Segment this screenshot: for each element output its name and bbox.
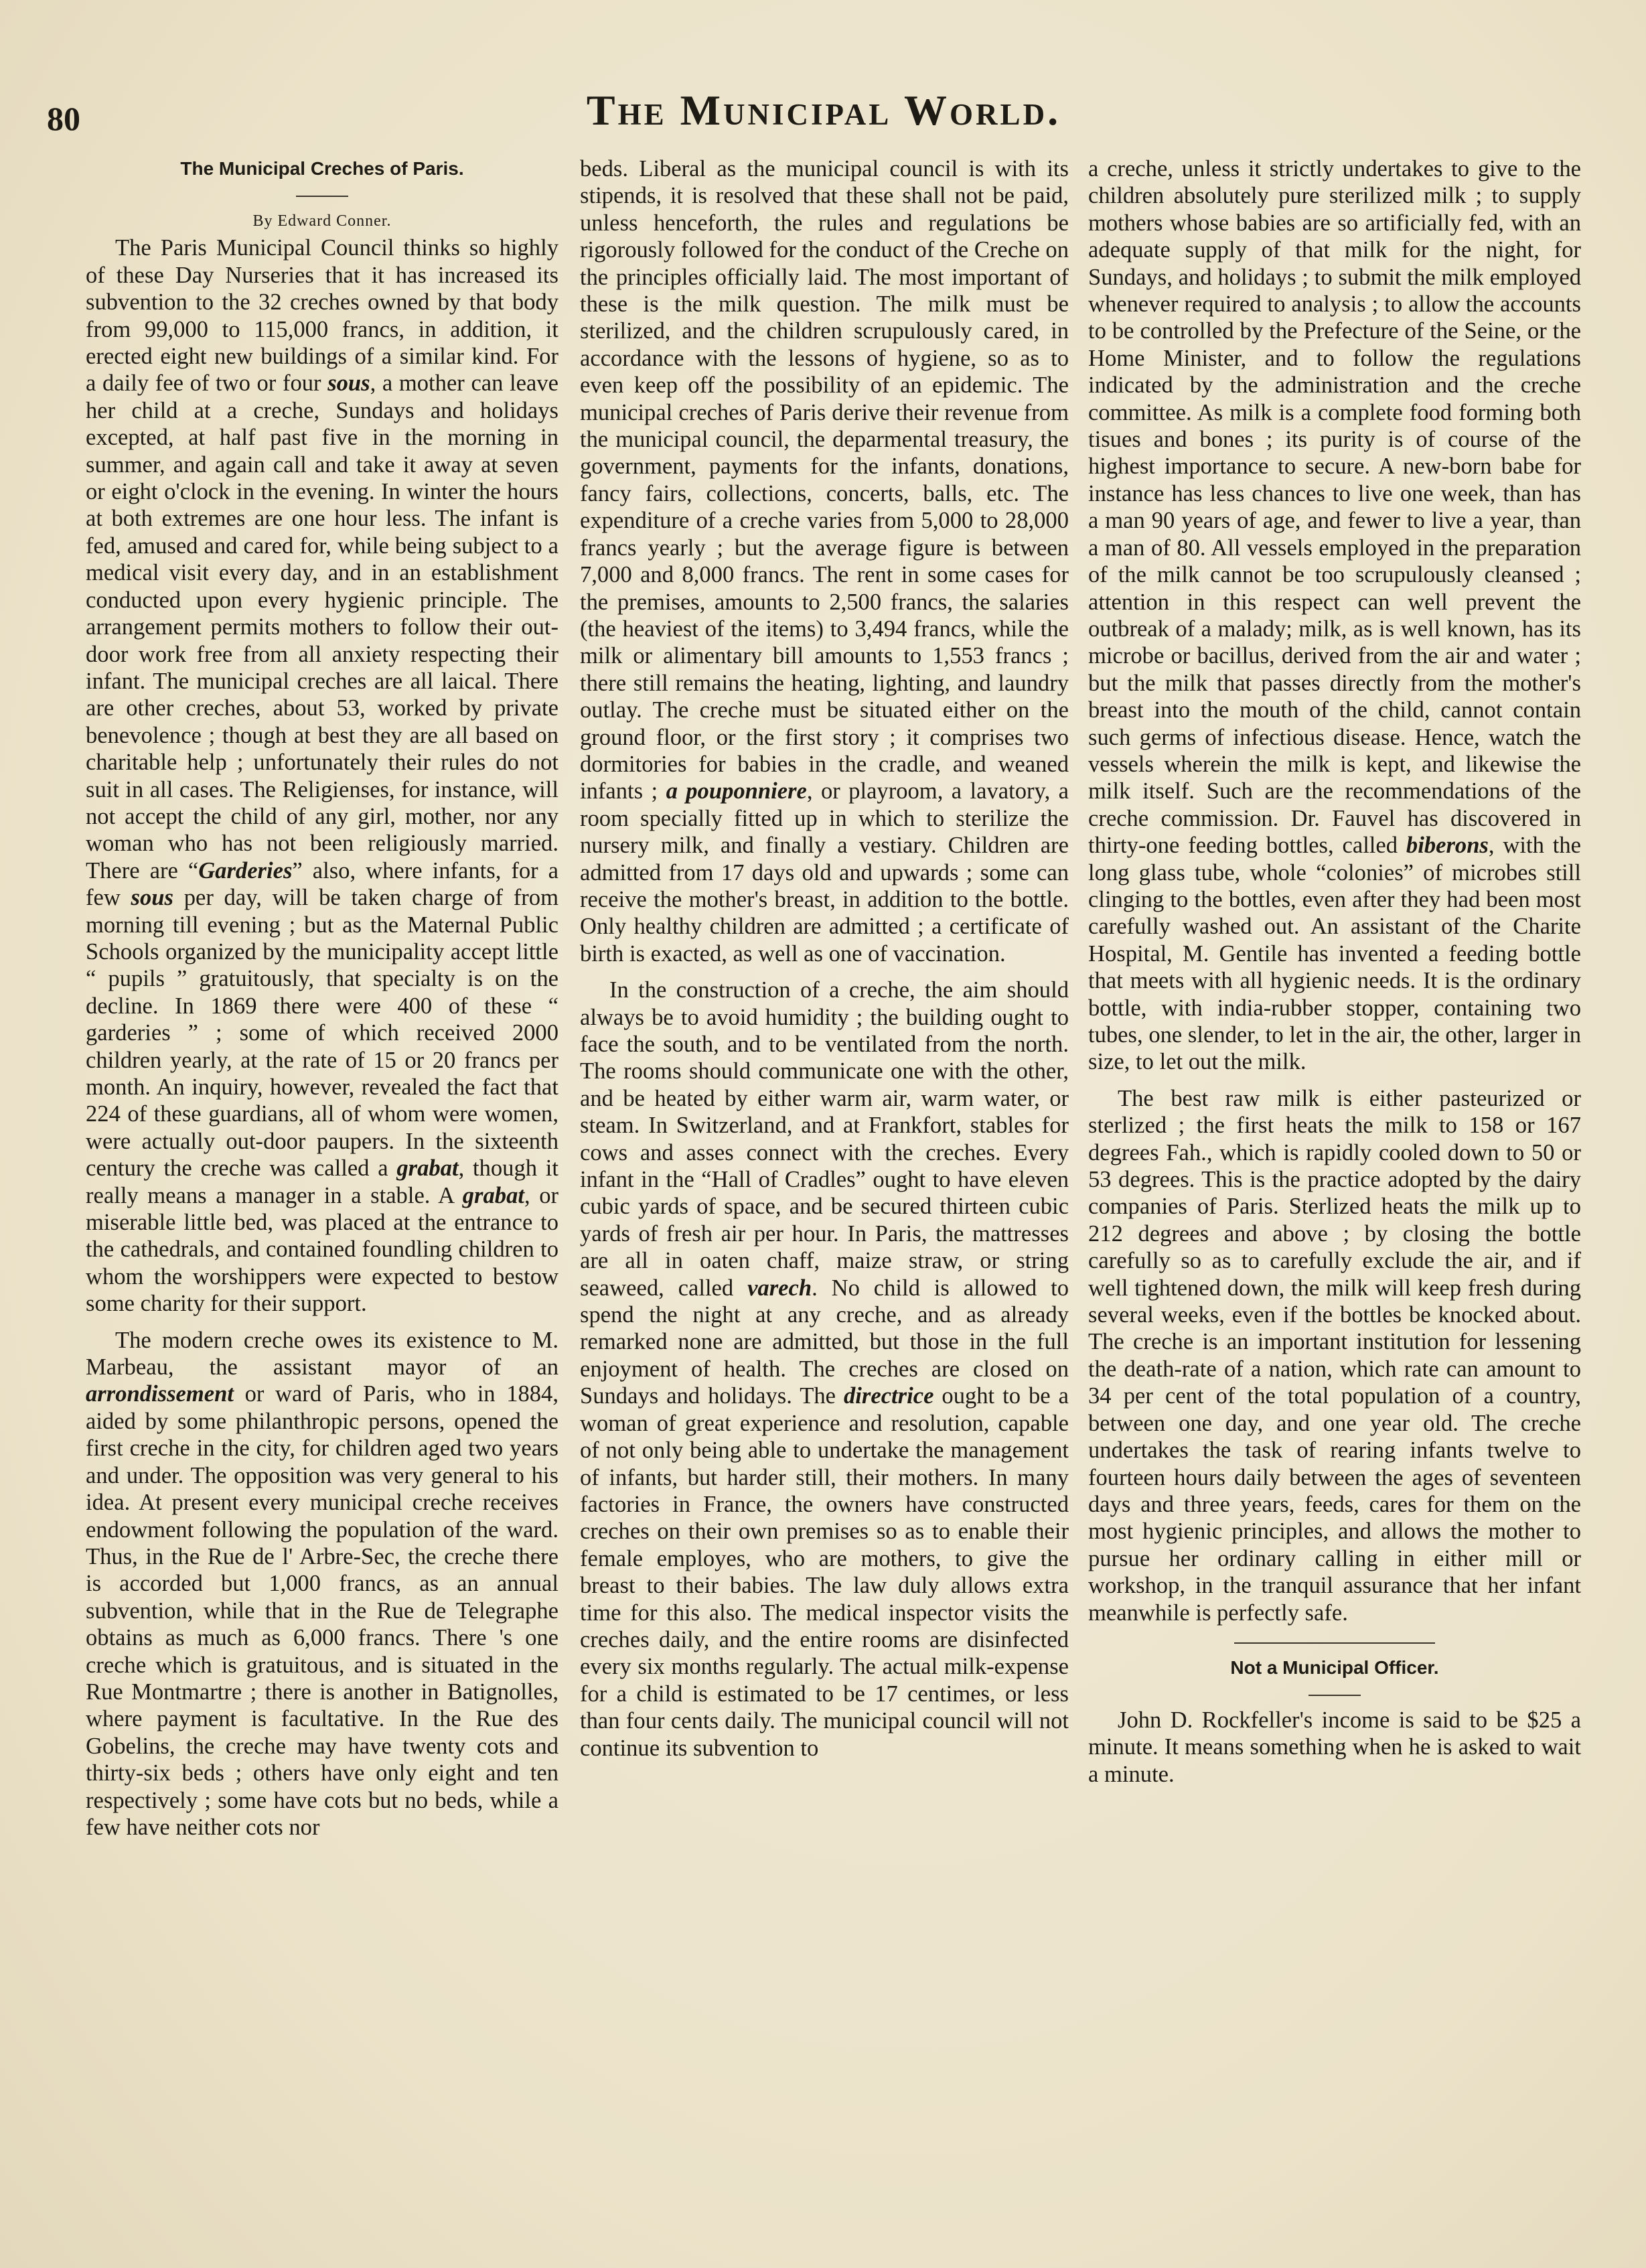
title-divider <box>1308 1695 1361 1696</box>
italic-term: a pouponniere <box>666 778 807 804</box>
italic-term: sous <box>131 885 173 911</box>
column-1 <box>86 155 558 1841</box>
column-2 <box>580 155 1069 1762</box>
italic-term: sous <box>327 370 370 397</box>
article-paragraph-continued: beds. Liberal as the municipal council is with its stipends, it is resolved that these shall not be paid, unless henceforth, the rules and regulations be rigorously followed for the conduct of the Creche on the principles officially laid. The most important of these is the milk question. The milk must be sterilized, and the children scrupulously cared, in accordance with the lessons of hygiene, so as to even keep off the possibility of an epidemic. The municipal creches of Paris derive their revenue from the municipal council, the deparmental treasury, the government, payments for the infants, donations, fancy fairs, collections, concerts, balls, etc. The expenditure of a creche varies from 5,000 to 28,000 francs yearly ; but the average figure is between 7,000 and 8,000 francs. The rent in some cases for the premises, amounts to 2,500 francs, the salaries (the heaviest of the items) to 3,494 francs, while the milk or alimentary bill amounts to 1,553 francs ; there still remains the heating, lighting, and laundry outlay. The creche must be situated either on the ground floor, or the first story ; it comprises two dormitories for babies in the cradle, and weaned infants ; a pouponniere, or playroom, a lavatory, a room specially fitted up in which to sterilize the nursery milk, and finally a vestiary. Children are admitted from 17 days old and upwards ; some can receive the mother's breast, in addition to the bottle. Only healthy children are admitted ; a certificate of birth is exacted, as well as one of vaccination. <box>580 156 1069 967</box>
column-3 <box>1088 155 1581 1788</box>
masthead-title: The Municipal World. <box>586 86 1061 134</box>
italic-term: biberons <box>1406 833 1489 859</box>
italic-term: varech <box>747 1275 812 1301</box>
article-paragraph-continued: a creche, unless it strictly undertakes to give to the children absolutely pure sterilized milk ; to supply mothers whose babies are so artificially fed, with an adequate supply of that milk for the night, for Sundays, and holidays ; to submit the milk employed whenever required to analysis ; to allow the accounts to be controlled by the Prefecture of the Seine, or the Home Minister, and to follow the regulations indicated by the administration and the creche committee. As milk is a complete food forming both tisues and bones ; its purity is of course of the highest importance to secure. A new-born babe for instance has less chances to live one week, than has a man 90 years of age, and fewer to live a year, than a man of 80. All vessels employed in the preparation of the milk cannot be too scrupulously cleansed ; attention in this respect can well prevent the outbreak of a malady; milk, as is well known, has its microbe or bacillus, derived from the air and water ; but the milk that passes directly from the mother's breast into the mouth of the child, cannot contain such germs of infectious disease. Hence, watch the vessels wherein the milk is kept, and likewise the milk itself. Such are the recommendations of the creche commission. Dr. Fauvel has discovered in thirty-one feeding bottles, called biberons, with the long glass tube, whole “colonies” of microbes still clinging to the bottles, even after they had been most carefully washed out. An assistant of the Charite Hospital, M. Gentile has invented a feeding bottle that meets with all hygienic needs. It is the ordinary bottle, with india-rubber stopper, containing two tubes, one slender, to let in the air, the other, larger in size, to let out the milk. <box>1088 156 1581 1075</box>
italic-term: directrice <box>844 1383 934 1409</box>
italic-term: grabat <box>396 1155 459 1182</box>
page-number: 80 <box>47 100 80 137</box>
italic-term: Garderies <box>198 857 293 883</box>
italic-term: grabat <box>462 1182 524 1208</box>
italic-term: arrondissement <box>86 1381 234 1407</box>
article-paragraph: The best raw milk is either pasteurized or sterlized ; the first heats the milk to 158 or 167 degrees Fah., which is rapidly cooled down to 50 or 53 degrees. This is the practice adopted by the dairy companies of Paris. Sterlized heats the milk up to 212 degrees and above ; by closing the bottle carefully so as to carefully exclude the air, and if well tightened down, the milk will keep fresh during several weeks, even if the bottles be knocked about. The creche is an important institution for lessening the death-rate of a nation, which rate can amount to 34 per cent of the total population of a country, between one day, and one year old. The creche undertakes the task of rearing infants twelve to fourteen hours daily between the ages of seventeen days and three years, feeds, cares for them on the most hygienic principles, and allows the mother to pursue her ordinary calling in either mill or workshop, in the tranquil assurance that her infant meanwhile is perfectly safe. <box>1088 1085 1581 1626</box>
article-divider <box>1234 1642 1435 1644</box>
article-title: The Municipal Creches of Paris. <box>180 158 464 179</box>
title-divider <box>296 196 348 197</box>
article-paragraph: In the construction of a creche, the aim should always be to avoid humidity ; the building ought to face the south, and to be ventilated from the north. The rooms should communicate one with the other, and be heated by either warm air, warm water, or steam. In Switzerland, and at Frankfort, stables for cows and asses connect with the creches. Every infant in the “Hall of Cradles” ought to have eleven cubic yards of space, and be secured thirteen cubic yards of fresh air per hour. In Paris, the mattresses are all in oaten chaff, maize straw, or string seaweed, called varech. No child is allowed to spend the night at any creche, and as already remarked none are admitted, but those in the full enjoyment of health. The creches are closed on Sundays and holidays. The directrice ought to be a woman of great experience and resolution, capable of not only being able to undertake the management of infants, but harder still, their mothers. In many factories in France, the owners have constructed creches on their own premises so as to enable their female employes, who are mothers, to give the breast to their babies. The law duly allows extra time for this also. The medical inspector visits the creches daily, and the entire rooms are disinfected every six months regularly. The actual milk-expense for a child is estimated to be 17 centimes, or less than four cents daily. The municipal council will not continue its subvention to <box>580 977 1069 1761</box>
article-paragraph: The Paris Municipal Council thinks so highly of these Day Nurseries that it has increased its subvention to the 32 creches owned by that body from 99,000 to 115,000 francs, in addition, it erected eight new buildings of a similar kind. For a daily fee of two or four sous, a mother can leave her child at a creche, Sundays and holidays excepted, at half past five in the morning in summer, and again call and take it away at seven or eight o'clock in the evening. In winter the hours at both extremes are one hour less. The infant is fed, amused and cared for, while being subject to a medical visit every day, and in an establishment conducted upon every hygienic principle. The arrangement permits mothers to follow their out-door work free from all anxiety respecting their infant. The municipal creches are all laical. There are other creches, about 53, worked by private benevolence ; though at best they are all based on charitable help ; unfortunately their rules do not suit in all cases. The Religienses, for instance, will not accept the child of any girl, mother, nor any woman who has not been religiously married. There are “Garderies” also, where infants, for a few sous per day, will be taken charge of from morning till evening ; but as the Maternal Public Schools organized by the municipality accept little “ pupils ” gratuitously, that specialty is on the decline. In 1869 there were 400 of these “ garderies ” ; some of which received 2000 children yearly, at the rate of 15 or 20 francs per month. An inquiry, however, revealed the fact that 224 of these guardians, all of whom were women, were actually out-door paupers. In the sixteenth century the creche was called a grabat, though it really means a manager in a stable. A grabat, or miserable little bed, was placed at the entrance to the cathedrals, and contained foundling children to whom the worshippers were expected to bestow some charity for their support. <box>86 235 559 1317</box>
article-paragraph: John D. Rockfeller's income is said to be $25 a minute. It means something when he is asked to wait a minute. <box>1088 1707 1581 1787</box>
article-title: Not a Municipal Officer. <box>1230 1656 1439 1678</box>
article-paragraph: The modern creche owes its existence to M. Marbeau, the assistant mayor of an arrondissement or ward of Paris, who in 1884, aided by some philanthropic persons, opened the first creche in the city, for children aged two years and under. The opposition was very general to his idea. At present every municipal creche receives endowment following the population of the ward. Thus, in the Rue de l' Arbre-Sec, the creche there is accorded but 1,000 francs, as an annual subvention, while that in the Rue de Telegraphe obtains as much as 6,000 francs. There 's one creche which is gratuitous, and is situated in the Rue Montmartre ; there is another in Batignolles, where payment is facultative. In the Rue des Gobelins, the creche may have twenty cots and thirty-six beds ; others have only eight and ten respectively ; some have cots but no beds, while a few have neither cots nor <box>86 1327 558 1840</box>
article-byline: By Edward Conner. <box>252 212 392 230</box>
